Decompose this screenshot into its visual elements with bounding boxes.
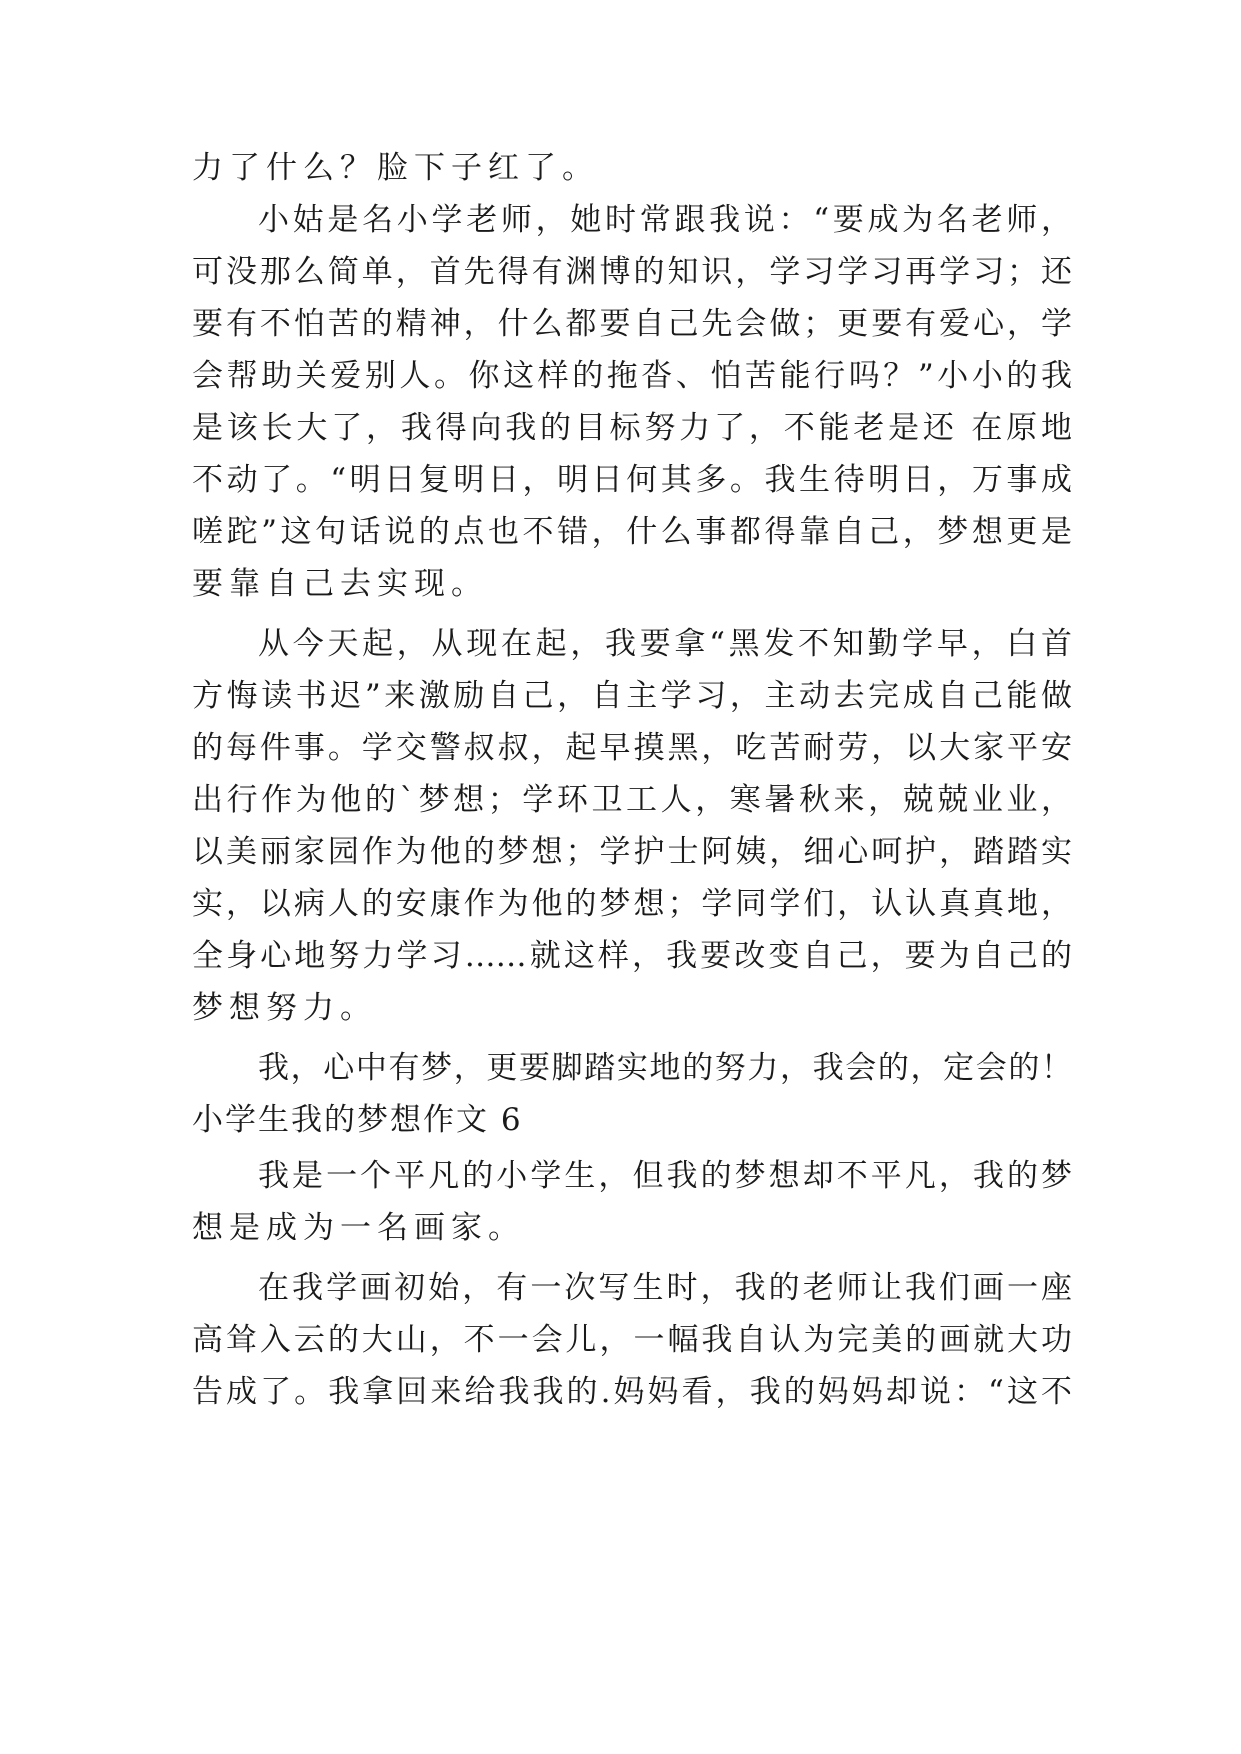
- text-line: 要有不怕苦的精神，什么都要自己先会做；更要有爱心，学: [192, 306, 1072, 342]
- text-line: 力了什么？脸下子红了。: [192, 150, 599, 186]
- text-line: 的每件事。学交警叔叔，起早摸黑，吃苦耐劳，以大家平安: [192, 730, 1072, 766]
- paragraph-start-line: 我是一个平凡的小学生，但我的梦想却不平凡，我的梦: [258, 1158, 1072, 1194]
- paragraph-start-line: 从今天起，从现在起，我要拿“黑发不知勤学早，白首: [258, 626, 1072, 662]
- text-line: 实，以病人的安康作为他的梦想；学同学们，认认真真地，: [192, 886, 1072, 922]
- text-line: 梦想努力。: [192, 990, 377, 1026]
- text-line: 方悔读书迟”来激励自己，自主学习，主动去完成自己能做: [192, 678, 1072, 714]
- text-line: 可没那么简单，首先得有渊博的知识，学习学习再学习；还: [192, 254, 1072, 290]
- text-line: 高耸入云的大山，不一会儿，一幅我自认为完美的画就大功: [192, 1322, 1072, 1358]
- text-line: 想是成为一名画家。: [192, 1210, 525, 1246]
- section-heading: 小学生我的梦想作文 6: [192, 1102, 523, 1138]
- paragraph-start-line: 在我学画初始，有一次写生时，我的老师让我们画一座: [258, 1270, 1072, 1306]
- text-line: 全身心地努力学习……就这样，我要改变自己，要为自己的: [192, 938, 1072, 974]
- paragraph-start-line: 我，心中有梦，更要脚踏实地的努力，我会的，定会的！: [258, 1050, 1072, 1086]
- text-line: 不动了。“明日复明日，明日何其多。我生待明日，万事成: [192, 462, 1072, 498]
- text-line: 会帮助关爱别人。你这样的拖沓、怕苦能行吗？”小小的我: [192, 358, 1072, 394]
- text-line: 嗟跎”这句话说的点也不错，什么事都得靠自己，梦想更是: [192, 514, 1072, 550]
- paragraph-start-line: 小姑是名小学老师，她时常跟我说：“要成为名老师，: [258, 202, 1072, 238]
- text-line: 要靠自己去实现。: [192, 566, 488, 602]
- text-line: 是该长大了，我得向我的目标努力了，不能老是还 在原地: [192, 410, 1072, 446]
- text-line: 以美丽家园作为他的梦想；学护士阿姨，细心呵护，踏踏实: [192, 834, 1072, 870]
- text-line: 出行作为他的`梦想；学环卫工人，寒暑秋来，兢兢业业，: [192, 782, 1072, 818]
- text-line: 告成了。我拿回来给我我的.妈妈看，我的妈妈却说：“这不: [192, 1374, 1072, 1410]
